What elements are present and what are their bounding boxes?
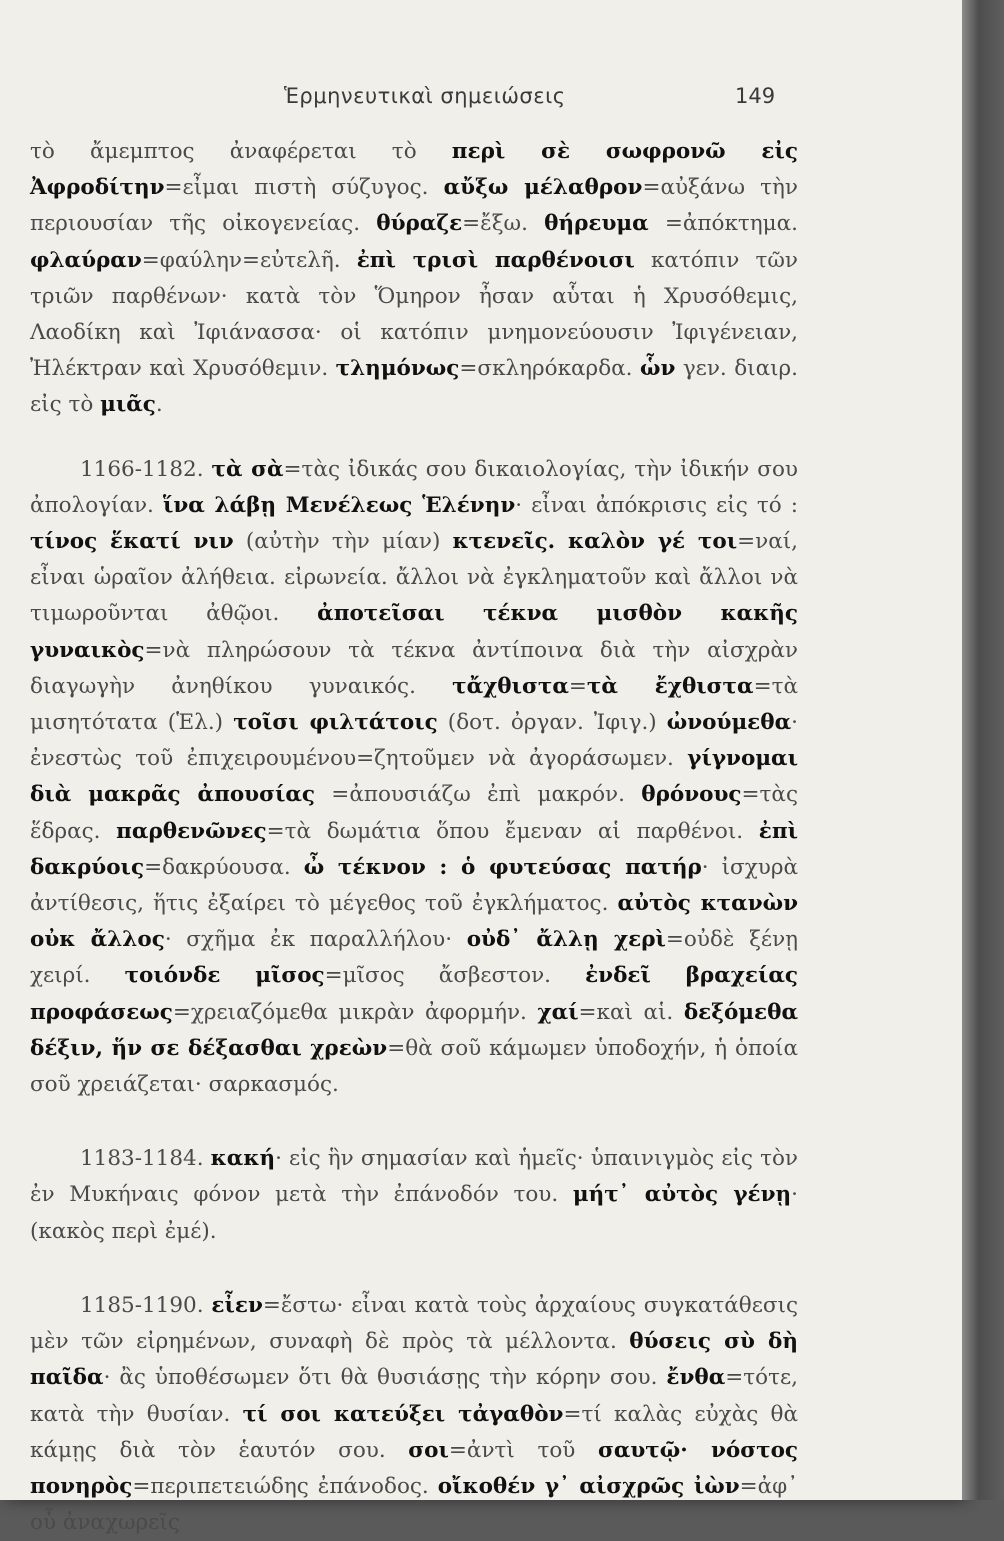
commentary-text: =ναί, εἶναι ὡραῖον ἀλήθεια. εἰρωνεία. ἄλλοι νὰ ἐγκληματοῦν καὶ ἄλλοι νὰ τιμωροῦνται ἀθῷοι. — [30, 529, 798, 627]
lemma-term: κακή — [210, 1146, 276, 1172]
commentary-text: (αὐτὴν τὴν μίαν) — [233, 529, 453, 555]
paragraph-1183-1184 — [30, 1141, 798, 1250]
commentary-text: =τότε, κατὰ τὴν θυσίαν. — [30, 1365, 798, 1427]
lemma-term: φλαύραν — [30, 247, 142, 273]
paragraph-1166-1182 — [30, 452, 798, 1104]
commentary-text: · (κακὸς περὶ ἐμέ). — [30, 1182, 799, 1244]
commentary-text: =ἀπόκτημα. — [648, 211, 798, 237]
lemma-term: ὠνούμεθα — [666, 710, 792, 736]
page-header — [0, 84, 962, 118]
commentary-text: =ἔξω. — [462, 211, 545, 237]
commentary-text: · σχῆμα ἐκ παραλλήλου· — [164, 927, 467, 953]
lemma-term: θήρευμα — [544, 211, 649, 237]
page-number: 149 — [735, 84, 776, 108]
lemma-term: ἐνδεῖ βραχείας προφάσεως — [30, 963, 798, 1025]
lemma-term: εἶεν — [211, 1292, 263, 1318]
lemma-term: μήτ᾽ αὐτὸς γένῃ — [572, 1182, 792, 1208]
lemma-term: αὔξω μέλαθρον — [443, 175, 643, 201]
lemma-term: θύσεις σὺ δὴ παῖδα — [30, 1329, 798, 1391]
commentary-text: κατόπιν τῶν τριῶν παρθένων· κατὰ τὸν Ὅμηρον ἦσαν αὗται ἡ Χρυσόθεμις, Λαοδίκη καὶ Ἰφιάνασσα· οἱ κατόπιν μνημονεύουσιν Ἰφιγένειαν, Ἠλέκτραν καὶ Χρυσόθεμιν. — [30, 247, 798, 382]
lemma-term: τλημόνως — [335, 356, 460, 382]
book-spine-shadow — [962, 0, 1004, 1500]
commentary-text — [204, 1146, 211, 1171]
lemma-term: μιᾶς — [100, 392, 156, 418]
commentary-text: =τὰς ἕδρας. — [30, 782, 798, 844]
lemma-term: κτενεῖς. καλὸν γέ τοι — [452, 529, 738, 555]
lemma-term: τί σοι κατεύξει τἀγαθὸν — [242, 1401, 564, 1427]
lemma-term: θρόνους — [641, 782, 742, 808]
commentary-text: =δακρύουσα. — [144, 854, 304, 880]
lemma-term: τίνος ἕκατί νιν — [30, 529, 234, 555]
commentary-text: =ἔστω· εἶναι κατὰ τοὺς ἀρχαίους συγκατάθεσις μὲν τῶν εἰρημένων, συναφὴ δὲ πρὸς τὰ μέλλοντα. — [30, 1292, 798, 1355]
lemma-term: γίγνομαι διὰ μακρᾶς ἀπουσίας — [30, 746, 798, 808]
commentary-text: =τὰ μισητότατα (Ἑλ.) — [30, 673, 798, 736]
commentary-text: =χρειαζόμεθα μικρὰν ἀφορμήν. — [172, 999, 538, 1025]
commentary-text: =ἀντὶ τοῦ — [448, 1437, 598, 1463]
lemma-term: ἀποτεῖσαι τέκνα μισθὸν κακῆς γυναικὸς — [30, 601, 798, 663]
running-title: Ἑρμηνευτικαὶ σημειώσεις — [284, 84, 566, 108]
lemma-term: ἐπὶ δακρύοις — [30, 818, 798, 880]
commentary-text: · εἶναι ἀπόκρισις εἰς τό : — [515, 492, 798, 518]
commentary-text: . — [155, 392, 163, 418]
lemma-term: αὐτὸς κτανὼν οὐκ ἄλλος — [30, 891, 799, 953]
commentary-text: =αὐξάνω τὴν περιουσίαν τῆς οἰκογενείας. — [30, 175, 798, 237]
commentary-text: =εἶμαι πιστὴ σύζυγος. — [164, 175, 444, 201]
lemma-term: περὶ σὲ σωφρονῶ εἰς Ἀφροδίτην — [30, 139, 798, 201]
lemma-term: χαί — [537, 999, 579, 1025]
lemma-term: τοῖσι φιλτάτοις — [233, 710, 438, 736]
commentary-text: = — [568, 673, 587, 699]
commentary-text: =θὰ σοῦ κάμωμεν ὑποδοχήν, ἡ ὁποία σοῦ χρειάζεται· σαρκασμός. — [30, 1035, 799, 1098]
commentary-text: =τὰς ἰδικάς σου δικαιολογίας, τὴν ἰδικήν σου ἀπολογίαν. — [30, 456, 798, 518]
paragraph-1 — [30, 134, 798, 424]
lemma-term: ἔνθα — [666, 1365, 726, 1391]
commentary-text: =σκληρόκαρδα. — [459, 356, 640, 382]
lemma-term: οἴκοθέν γ᾽ αἰσχρῶς ἰὼν — [437, 1473, 740, 1499]
lemma-term: δεξόμεθα δέξιν, ἥν σε δέξασθαι χρεὼν — [30, 999, 798, 1061]
lemma-term: ἐπὶ τρισὶ παρθένοισι — [356, 247, 635, 273]
lemma-term: τὰ ἔχθιστα — [586, 673, 754, 699]
commentary-text: · ἂς ὑποθέσωμεν ὅτι θὰ θυσιάσῃς τὴν κόρην σου. — [103, 1365, 667, 1391]
commentary-text: =μῖσος ἄσβεστον. — [324, 963, 586, 989]
commentary-text: =νὰ πληρώσουν τὰ τέκνα ἀντίποινα διὰ τὴν αἰσχρὰν διαγωγὴν ἀνηθίκου γυναικός. — [30, 637, 798, 699]
commentary-text: τὸ ἄμεμπτος ἀναφέρεται τὸ — [30, 139, 452, 164]
commentary-text: γεν. διαιρ. εἰς τὸ — [30, 356, 799, 418]
lemma-term: τοιόνδε μῖσος — [124, 963, 325, 989]
commentary-text: =καὶ αἱ. — [578, 999, 684, 1025]
lemma-term: ἵνα λάβῃ Μενέλεως Ἑλένην — [162, 492, 516, 518]
page-content — [30, 120, 798, 1541]
commentary-text: =ἀπουσιάζω ἐπὶ μακρόν. — [314, 782, 642, 808]
commentary-text: (δοτ. ὀργαν. Ἰφιγ.) — [437, 710, 667, 736]
paragraph-1185-1190 — [30, 1288, 798, 1541]
lemma-term: ὧν — [639, 356, 676, 382]
lemma-term: σαυτῷ· νόστος πονηρὸς — [30, 1437, 798, 1499]
commentary-text: =περιπετειώδης ἐπάνοδος. — [132, 1473, 438, 1499]
commentary-text: =ἀφ᾽ οὗ ἀναχωρεῖς — [30, 1473, 798, 1536]
lemma-term: ὦ τέκνον : ὁ φυτεύσας πατήρ — [303, 854, 702, 880]
line-range-number: 1183-1184. — [80, 1146, 204, 1172]
lemma-term: παρθενῶνες — [116, 818, 267, 844]
lemma-term: τὰ σὰ — [211, 456, 284, 482]
commentary-text: · εἰς ἣν σημασίαν καὶ ἡμεῖς· ὑπαινιγμὸς εἰς τὸν ἐν Μυκήναις φόνον μετὰ τὴν ἐπάνοδόν του. — [30, 1146, 798, 1208]
lemma-term: οὐδ᾽ ἄλλῃ χερὶ — [466, 927, 666, 953]
commentary-text: =τί καλὰς εὐχὰς θὰ κάμῃς διὰ τὸν ἑαυτόν σου. — [30, 1401, 798, 1463]
commentary-text — [204, 457, 212, 482]
lemma-term: τἄχθιστα — [452, 673, 569, 699]
commentary-text: · ἐνεστὼς τοῦ ἐπιχειρουμένου=ζητοῦμεν νὰ ἀγοράσωμεν. — [30, 710, 798, 772]
commentary-text: =οὐδὲ ξένῃ χειρί. — [30, 927, 799, 989]
line-range-number: 1166-1182. — [80, 456, 204, 482]
lemma-term: σοι — [408, 1437, 449, 1463]
lemma-term: θύραζε — [376, 211, 463, 237]
commentary-text: =τὰ δωμάτια ὅπου ἔμεναν αἱ παρθένοι. — [266, 818, 759, 844]
line-range-number: 1185-1190. — [80, 1292, 204, 1318]
commentary-text: =φαύλην=εὐτελῆ. — [141, 247, 357, 273]
commentary-text: · ἰσχυρὰ ἀντίθεσις, ἥτις ἐξαίρει τὸ μέγεθος τοῦ ἐγκλήματος. — [30, 854, 798, 917]
